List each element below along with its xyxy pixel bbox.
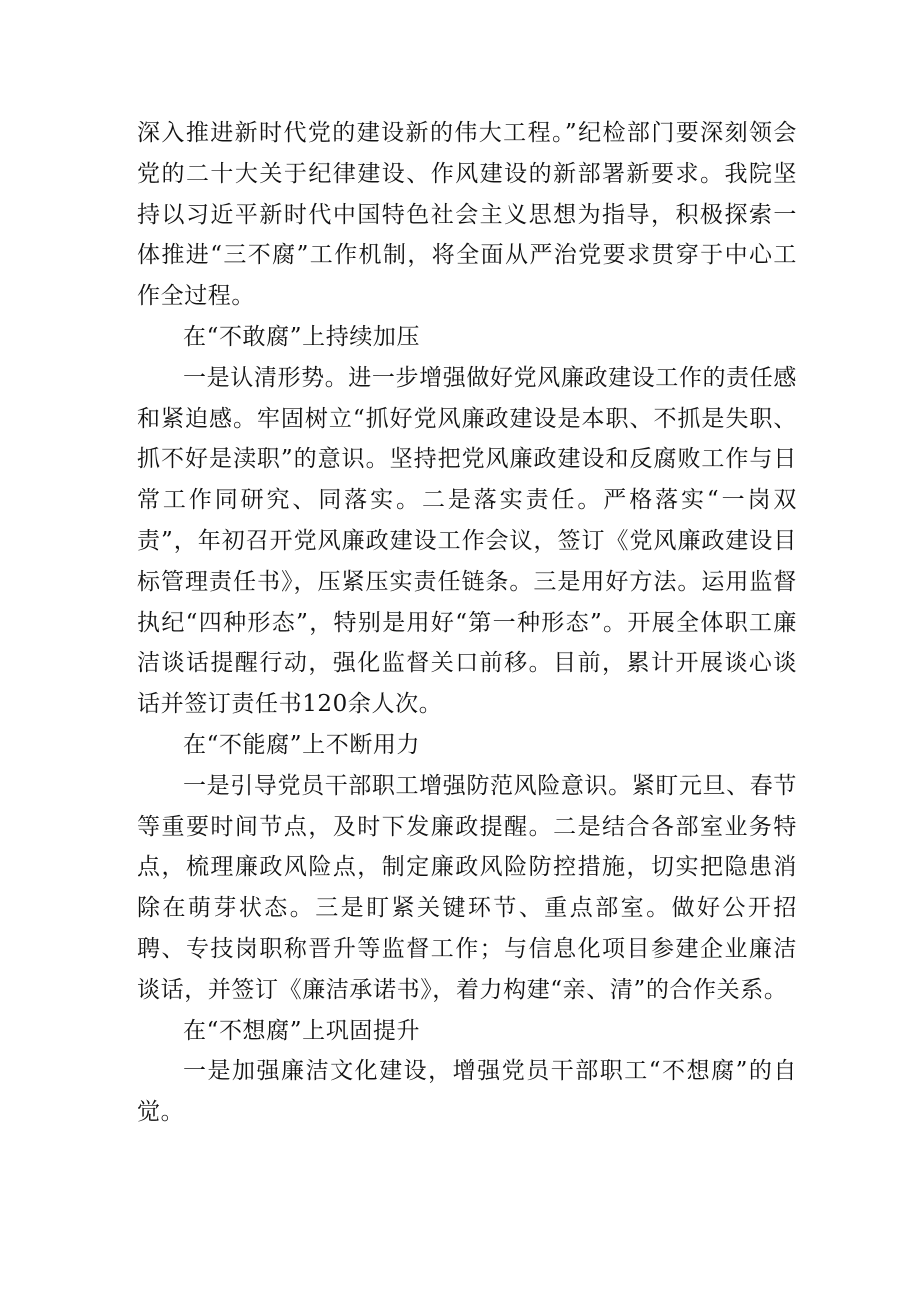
section-heading-buneng: 在“不能腐”上不断用力 [183,731,421,758]
paragraph-intro-continued: 深入推进新时代党的建设新的伟大工程。”纪检部门要深刻领会党的二十大关于纪律建设、作风建设的新部署新要求。我院坚持以习近平新时代中国特色社会主义思想为指导，积极探索一体推进“三不腐”工作机制，将全面从严治党要求贯穿于中心工作全过程。 [137,120,797,310]
paragraph-buxiang-body: 一是加强廉洁文化建设，增强党员干部职工“不想腐”的自觉。 [137,1058,797,1126]
paragraph-buneng-body: 一是引导党员干部职工增强防范风险意识。紧盯元旦、春节等重要时间节点，及时下发廉政提醒。二是结合各部室业务特点，梳理廉政风险点，制定廉政风险防控措施，切实把隐患消除在萌芽状态。三是盯紧关键环节、重点部室。做好公开招聘、专技岗职称晋升等监督工作；与信息化项目参建企业廉洁谈话，并签订《廉洁承诺书》，着力构建“亲、清”的合作关系。 [137,772,797,1003]
section-heading-bugan: 在“不敢腐”上持续加压 [183,323,421,350]
section-heading-buxiang: 在“不想腐”上巩固提升 [183,1017,421,1044]
document-body [137,113,797,1133]
paragraph-bugan-body: 一是认清形势。进一步增强做好党风廉政建设工作的责任感和紧迫感。牢固树立“抓好党风廉政建设是本职、不抓是失职、抓不好是渎职”的意识。坚持把党风廉政建设和反腐败工作与日常工作同研究、同落实。二是落实责任。严格落实“一岗双责”，年初召开党风廉政建设工作会议，签订《党风廉政建设目标管理责任书》，压紧压实责任链条。三是用好方法。运用监督执纪“四种形态”，特别是用好“第一种形态”。开展全体职工廉洁谈话提醒行动，强化监督关口前移。目前，累计开展谈心谈话并签订责任书120余人次。 [137,364,797,718]
